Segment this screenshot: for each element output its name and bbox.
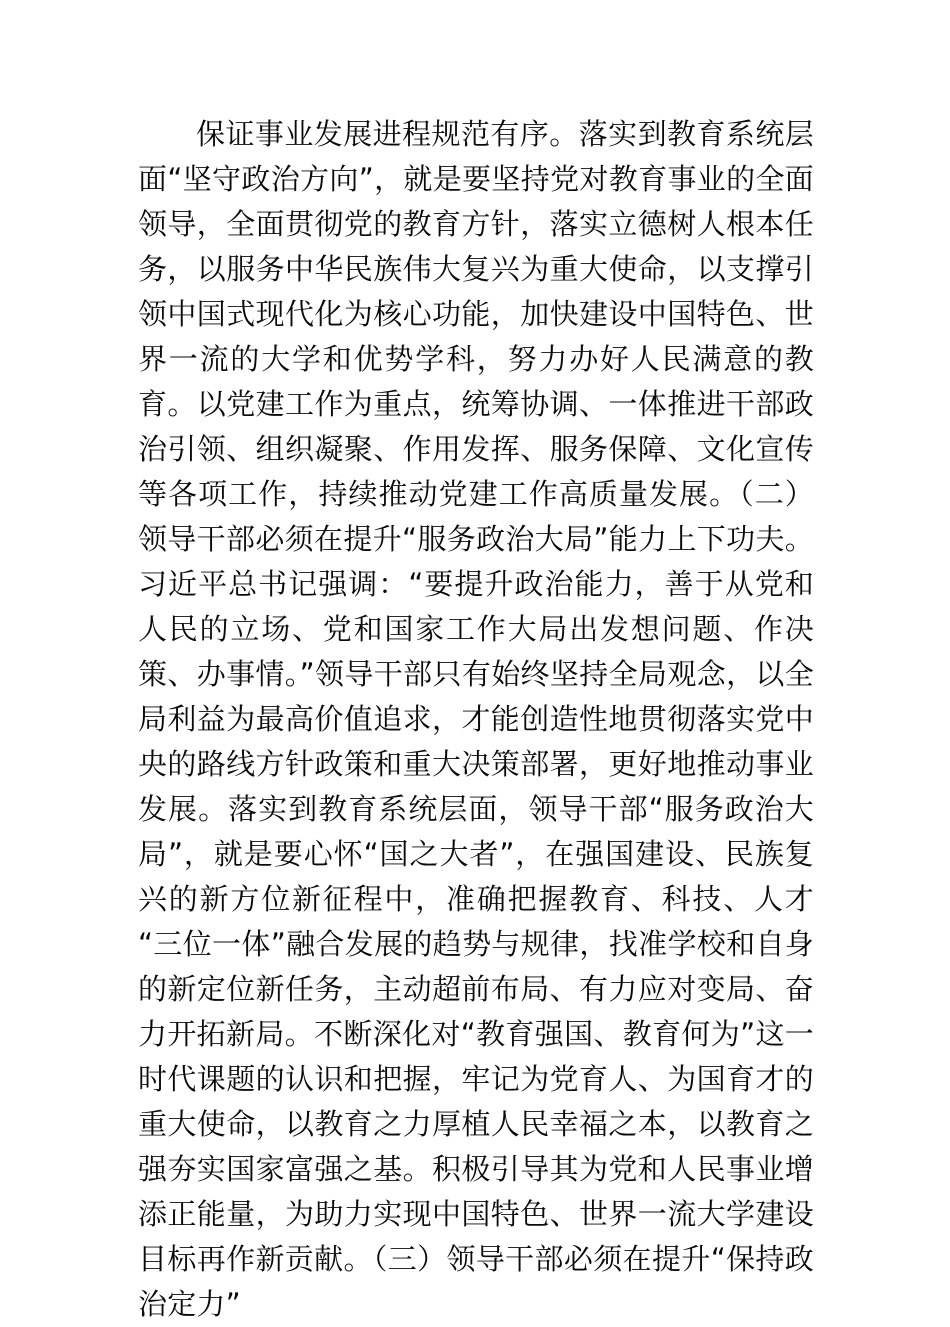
body-paragraph: 保证事业发展进程规范有序。落实到教育系统层面“坚守政治方向”，就是要坚持党对教育事业的全面领导，全面贯彻党的教育方针，落实立德树人根本任务，以服务中华民族伟大复兴为重大使命，以支撑引领中国式现代化为核心功能，加快建设中国特色、世界一流的大学和优势学科，努力办好人民满意的教育。以党建工作为重点，统筹协调、一体推进干部政治引领、组织凝聚、作用发挥、服务保障、文化宣传等各项工作，持续推动党建工作高质量发展。（二）领导干部必须在提升“服务政治大局”能力上下功夫。习近平总书记强调：“要提升政治能力，善于从党和人民的立场、党和国家工作大局出发想问题、作决策、办事情。”领导干部只有始终坚持全局观念，以全局利益为最高价值追求，才能创造性地贯彻落实党中央的路线方针政策和重大决策部署，更好地推动事业发展。落实到教育系统层面，领导干部“服务政治大局”，就是要心怀“国之大者”，在强国建设、民族复兴的新方位新征程中，准确把握教育、科技、人才“三位一体”融合发展的趋势与规律，找准学校和自身的新定位新任务，主动超前布局、有力应对变局、奋力开拓新局。不断深化对“教育强国、教育何为”这一时代课题的认识和把握，牢记为党育人、为国育才的重大使命，以教育之力厚植人民幸福之本，以教育之强夯实国家富强之基。积极引导其为党和人民事业增添正能量，为助力实现中国特色、世界一流大学建设目标再作新贡献。（三）领导干部必须在提升“保持政治定力” bbox=[138, 117, 814, 1321]
document-text-column bbox=[138, 112, 814, 1327]
